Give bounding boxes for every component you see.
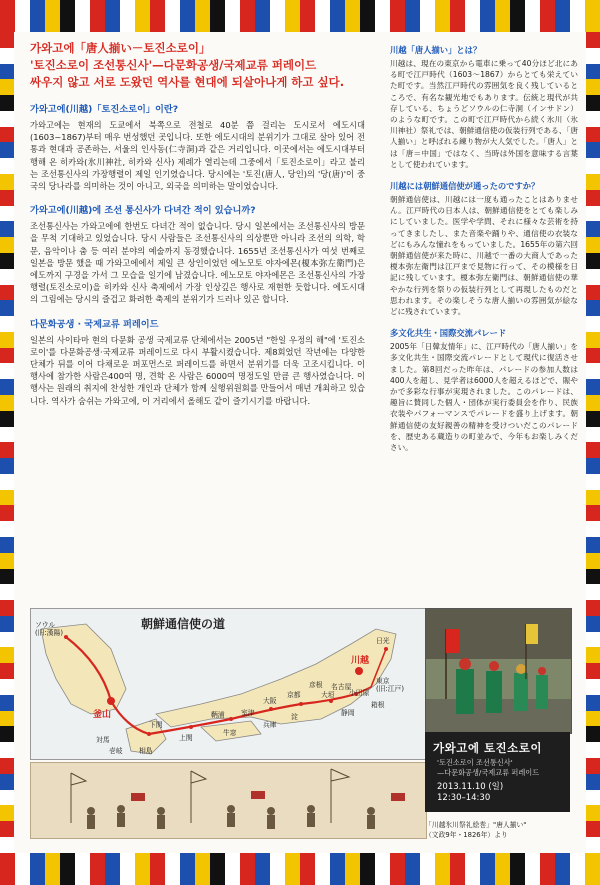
border-stripe [0,269,14,285]
label-tomonoura: 鞆浦 [211,711,225,719]
parade-photo-graphic [426,609,571,733]
border-stripe [345,853,360,885]
border-stripe [586,395,600,411]
border-stripe [270,0,285,32]
border-stripe [75,853,90,885]
border-stripe [270,853,285,885]
jp-section-body-visit: 朝鮮通信使は、川越には一度も通ったことはありません。江戸時代の日本人は、朝鮮通信使をとても楽しみにしていました。医学や学問、それに様々な芸術を持ってきましたし、また音楽や踊りや、通信使の衣装などにもみんな憧れをもっていました。1655年の第六回朝鮮通信使が来た時に、川越で一番の大商人であった榎本弥左衛門は江戸まで見物に行って、その模様を日記に残しています。榎本弥左衛門は、朝鮮通信使の華やかな行列を祭りの仮装行列として再現したものだと思われます。その楽しそうな唐人揃いの雰囲気が絵などに残されています。 [390,195,578,317]
border-stripe [360,853,375,885]
border-stripe [0,805,14,821]
border-stripe [586,411,600,427]
border-stripe [165,853,180,885]
border-stripe [0,474,14,490]
border-stripe [300,853,315,885]
border-stripe [0,395,14,411]
border-stripe [0,695,14,711]
section-body-parade: 일본의 사이타마 현의 다문화 공생 국제교류 단체에서는 2005년 "한일 우정의 해"에 '토진소로이'를 다문화공생·국제교류 퍼레이드로 다시 부활시켰습니다. 제8회었던 작년에는 다양한 단체가 뒤를 이어 다채로운 퍼포먼스로 퍼레이드를 하면서 분위기를 더욱 고조시킵니다. 이 행사에 참가한 사람은400여 명, 견학 온 사람은 6000여 명정도일 만큼 큰 행사였습니다. 이 행사는 원래의 취지에 찬성한 개인과 단체가 함께 실행위원회를 만들어서 매년 개최하고 있습니다. 역사가 숨쉬는 가와고에, 이 거리에서 올해도 같이 즐기시기를 바랍니다. [30,334,365,406]
border-stripe [586,553,600,569]
border-stripe [375,853,390,885]
border-stripe [586,474,600,490]
headline-line-2: '토진소로이 조선통신사'—다문화공생/국제교류 퍼레이드 [30,58,317,72]
border-stripe [240,853,255,885]
border-stripe [495,853,510,885]
border-stripe [586,632,600,648]
border-stripe [210,0,225,32]
border-stripe [0,316,14,332]
right-color-border [586,32,600,853]
border-stripe [330,0,345,32]
label-odawara: 小田原 [349,689,370,697]
border-stripe [585,853,600,885]
border-stripe [0,521,14,537]
border-stripe [285,0,300,32]
border-stripe [45,853,60,885]
border-stripe [0,569,14,585]
border-stripe [555,853,570,885]
label-aishima: 相島 [139,747,153,755]
map-title: 朝鮮通信使の道 [141,617,226,631]
border-stripe [0,837,14,853]
border-stripe [0,442,14,458]
border-stripe [90,0,105,32]
parade-photo [425,608,572,734]
scroll-painting-graphic [31,763,426,838]
border-stripe [480,853,495,885]
border-stripe [390,853,405,885]
border-stripe [586,521,600,537]
border-stripe [435,853,450,885]
border-stripe [586,269,600,285]
border-stripe [285,853,300,885]
border-stripe [30,0,45,32]
headline-line-3: 싸우지 않고 서로 도왔던 역사를 현대에 되살아나게 하고 싶다. [30,75,345,89]
border-stripe [586,300,600,316]
border-stripe [240,0,255,32]
event-title: 가와고에 토진소로이 [433,741,542,755]
festival-scroll-painting [30,762,427,839]
border-stripe [330,853,345,885]
border-stripe [0,679,14,695]
border-stripe [0,774,14,790]
label-ushimado: 牛窓 [223,729,237,737]
border-stripe [586,837,600,853]
korean-column [30,40,365,407]
border-stripe [0,853,15,885]
left-color-border [0,32,14,853]
border-stripe [0,663,14,679]
section-body-visit: 조선통신사는 가와고에에 한번도 다녀간 적이 없습니다. 당시 일본에서는 조선통신사의 방문을 무척 기대하고 있었습니다. 당시 사람들은 조선통신사의 의상뿐만 아니라 조선의 의학, 학문, 음악이나 춤 등 여러 분야의 예술까지 동경했습니다. 1655년 조선통신사가 여섯 번째로 일본을 방문 했을 때 가와고에에서 제일 큰 상인이었던 에노모토 야자에몬(榎本弥左衛門)은 에도까지 구경을 가서 그 모습을 일기에 남겼습니다. 에노모토 야자에몬은 조선통신사의 가장 행렬(토진소로이)을 히카와 신사 축제에서 가장 인상깊은 행사로 재현한 듯합니다. 에도시대의 그림에는 당시의 즐겁고 화려한 축제의 분위기가 드러나 있곤 합니다. [30,221,365,305]
label-hakone: 箱根 [371,701,385,709]
border-stripe [465,0,480,32]
border-stripe [0,64,14,80]
label-yodo: 淀 [291,713,298,721]
border-stripe [75,0,90,32]
kawagoe-marker [355,667,363,675]
border-stripe [0,758,14,774]
border-stripe [165,0,180,32]
border-stripe [0,632,14,648]
border-stripe [586,663,600,679]
border-stripe [586,711,600,727]
border-stripe [586,442,600,458]
border-stripe [586,616,600,632]
section-title-what-is: 가와고에(川越)「토진소로이」이란? [30,104,179,115]
event-subtitle-2: —다문화공생/국제교류 퍼레이드 [437,768,540,777]
border-stripe [0,48,14,64]
border-stripe [586,253,600,269]
border-stripe [586,206,600,222]
border-stripe [510,853,525,885]
border-stripe [0,711,14,727]
border-stripe [585,0,600,32]
border-stripe [586,79,600,95]
border-stripe [150,0,165,32]
route-map [30,608,427,760]
border-stripe [0,32,14,48]
bottom-color-border [0,853,600,885]
headline-line-1: 가와고에「唐人揃い－토진소로이」 [30,41,211,55]
border-stripe [540,0,555,32]
border-stripe [60,0,75,32]
label-hikone: 彦根 [309,681,323,689]
border-stripe [555,0,570,32]
border-stripe [120,853,135,885]
label-ogaki: 大垣 [321,691,335,699]
border-stripe [60,853,75,885]
border-stripe [255,853,270,885]
jp-section-title-parade: 多文化共生・国際交流パレード [390,328,507,339]
border-stripe [586,174,600,190]
jp-section-body-parade: 2005年「日韓友情年」に、江戸時代の「唐人揃い」を多文化共生・国際交流パレードとして現代に復活させました。第8回だった昨年は、パレードの参加人数は400人を超し、見学者は6000人を超えるほどで、賑やかで多彩な行事が実現されました。このパレードは、趣旨に賛同した個人・団体が実行委員会を作り、民族衣装やパフォーマンスでパレードを盛り上げます。朝鮮通信使の友好親善の精神を受けついだこのパレードを、歴史ある蔵造りの町並みで、今年もお楽しみください。 [390,342,578,453]
caption-line-2: （文政9年・1826年）より [425,831,508,839]
border-stripe [480,0,495,32]
border-stripe [0,600,14,616]
border-stripe [586,537,600,553]
border-stripe [105,853,120,885]
border-stripe [90,853,105,885]
border-stripe [525,853,540,885]
border-stripe [586,427,600,443]
border-stripe [0,821,14,837]
border-stripe [0,742,14,758]
border-stripe [586,774,600,790]
border-stripe [586,332,600,348]
border-stripe [0,127,14,143]
border-stripe [225,0,240,32]
border-stripe [0,505,14,521]
border-stripe [586,348,600,364]
border-stripe [0,111,14,127]
border-stripe [0,332,14,348]
border-stripe [586,584,600,600]
border-stripe [586,142,600,158]
border-stripe [420,0,435,32]
border-stripe [375,0,390,32]
border-stripe [0,427,14,443]
border-stripe [586,790,600,806]
border-stripe [150,853,165,885]
label-tsushima: 対馬 [96,736,110,744]
border-stripe [0,553,14,569]
border-stripe [0,95,14,111]
border-stripe [586,316,600,332]
border-stripe [195,853,210,885]
border-stripe [586,600,600,616]
jp-section-title-what-is: 川越「唐人揃い」とは？ [390,45,482,55]
border-stripe [586,742,600,758]
border-stripe [586,237,600,253]
label-kaminoseki: 上関 [179,734,193,742]
label-iki: 壱岐 [109,747,123,755]
label-busan: 釜山 [93,710,112,720]
border-stripe [586,190,600,206]
border-stripe [135,853,150,885]
border-stripe [586,64,600,80]
border-stripe [0,490,14,506]
label-kyoto: 京都 [287,691,301,699]
border-stripe [315,0,330,32]
border-stripe [0,584,14,600]
border-stripe [570,853,585,885]
border-stripe [0,285,14,301]
border-stripe [0,411,14,427]
border-stripe [0,253,14,269]
label-osaka: 大阪 [263,697,277,705]
border-stripe [586,32,600,48]
scroll-caption [425,820,575,840]
border-stripe [0,726,14,742]
border-stripe [0,616,14,632]
border-stripe [0,363,14,379]
border-stripe [390,0,405,32]
border-stripe [0,237,14,253]
border-stripe [180,853,195,885]
border-stripe [0,537,14,553]
border-stripe [0,142,14,158]
border-stripe [586,127,600,143]
label-nikko: 日光 [376,637,390,645]
border-stripe [510,0,525,32]
border-stripe [586,695,600,711]
border-stripe [405,853,420,885]
border-stripe [0,174,14,190]
border-stripe [586,458,600,474]
border-stripe [15,853,30,885]
border-stripe [586,363,600,379]
border-stripe [0,206,14,222]
label-muro: 室津 [241,709,255,717]
event-info-card [425,732,570,812]
border-stripe [586,726,600,742]
main-content [30,40,578,603]
border-stripe [0,379,14,395]
border-stripe [0,158,14,174]
border-stripe [15,0,30,32]
event-subtitle-1: '토진소로이 조선통신사' [437,758,513,767]
border-stripe [465,853,480,885]
border-stripe [120,0,135,32]
section-body-what-is: 가와고에는 현재의 도쿄에서 북쪽으로 전철로 40분 쯤 걸리는 도시로서 에도시대(1603~1867)부터 매우 번성했던 곳입니다. 또한 에도시대의 분위기가 그대로 살아 있어 전통과 현대과 공존하는, 서울의 인사동(仁寺洞)과 같은 거리입니다. 이곳에서는 에도시대부터 행해 온 히카와(氷川神社, 히카와 신사) 제례가 열리는데 그중에서「토진소로이」라고 불리는 조선통신사의 가장행렬이 제일 인기였습니다. 당시에는 '토진(唐人, 당인)의 '당(唐)'이 중국의 당나라를 의미하는 것이 아니고, 외국을 의미하는 말이었습니다. [30,120,365,192]
border-stripe [586,647,600,663]
event-time: 12:30–14:30 [437,793,491,803]
border-stripe [135,0,150,32]
jp-section-title-visit: 川越には朝鮮通信使が通ったのですか？ [390,181,540,192]
border-stripe [586,285,600,301]
border-stripe [0,0,15,32]
border-stripe [586,679,600,695]
label-shizuoka: 静岡 [341,709,355,717]
label-kawagoe: 川越 [351,656,370,666]
border-stripe [586,158,600,174]
border-stripe [450,853,465,885]
border-stripe [586,95,600,111]
border-stripe [495,0,510,32]
border-stripe [570,0,585,32]
border-stripe [0,300,14,316]
border-stripe [586,48,600,64]
border-stripe [586,821,600,837]
border-stripe [420,853,435,885]
border-stripe [586,379,600,395]
border-stripe [180,0,195,32]
border-stripe [225,853,240,885]
border-stripe [0,79,14,95]
border-stripe [586,805,600,821]
label-seoul: ソウル (旧:漢陽) [35,621,63,637]
border-stripe [586,490,600,506]
border-stripe [345,0,360,32]
japanese-column [390,40,578,453]
border-stripe [586,221,600,237]
border-stripe [0,221,14,237]
border-stripe [30,853,45,885]
caption-line-1: 「川越氷川祭礼絵巻」"唐人揃い" [425,821,527,829]
label-nagoya: 名古屋 [331,683,352,691]
event-date: 2013.11.10 (일) [437,782,504,792]
border-stripe [586,569,600,585]
border-stripe [105,0,120,32]
border-stripe [0,790,14,806]
border-stripe [540,853,555,885]
border-stripe [435,0,450,32]
border-stripe [195,0,210,32]
border-stripe [360,0,375,32]
border-stripe [0,647,14,663]
border-stripe [586,505,600,521]
jp-section-body-what-is: 川越は、現在の東京から電車に乗って40分ほど北にある町で江戸時代（1603～1867）からとても栄えていた町です。当然江戸時代の雰囲気を良く残しているところで、有名な観光地でもあります。伝統と現代が共存している、ちょうどソウルの仁寺洞（インサドン）のような町です。この町で江戸時代から続く氷川（氷川神社）祭礼では、朝鮮通信使の仮装行列である、「唐人揃い」と呼ばれる練り物が大人気でした。「唐人」とは「唐＝中国」ではなく、当時は外国を意味する言葉として使われています。 [390,59,578,169]
label-hyogo: 兵庫 [263,721,277,729]
section-title-visit: 가와고에(川越)에 조선 통신사가 다녀간 적이 있습니까? [30,205,256,217]
border-stripe [0,190,14,206]
border-stripe [300,0,315,32]
busan-marker [107,697,115,705]
label-tokyo: 東京 (旧:江戸) [376,677,404,693]
border-stripe [586,111,600,127]
border-stripe [0,458,14,474]
section-title-parade: 다문화공생 · 국제교류 퍼레이드 [30,318,159,330]
border-stripe [315,853,330,885]
border-stripe [0,348,14,364]
border-stripe [525,0,540,32]
border-stripe [405,0,420,32]
border-stripe [586,758,600,774]
top-color-border [0,0,600,32]
border-stripe [45,0,60,32]
border-stripe [255,0,270,32]
border-stripe [210,853,225,885]
label-shimonoseki: 下関 [149,721,163,729]
border-stripe [450,0,465,32]
